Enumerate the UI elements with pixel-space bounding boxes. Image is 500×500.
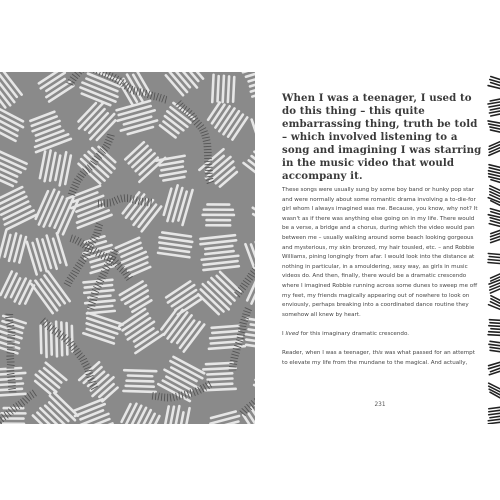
pattern-stroke [96, 223, 102, 226]
pattern-stroke [99, 384, 113, 397]
pattern-stroke [204, 155, 211, 156]
pattern-stroke [50, 153, 55, 181]
pattern-stroke [15, 279, 26, 302]
pattern-stroke [106, 139, 112, 142]
pattern-stroke [93, 234, 99, 237]
pattern-stroke [240, 285, 245, 289]
pattern-stroke [95, 226, 102, 228]
pattern-stroke [41, 326, 42, 353]
pattern-stroke [490, 127, 500, 129]
chapter-heading: When I was a teenager, I used to do this thing – this quite embarrassing thing, truth be told – which involved listening to a song and imagining I was starring in the music video that would accompany it. [282, 92, 482, 182]
pattern-stroke [236, 342, 242, 345]
pattern-stroke [200, 235, 235, 239]
pattern-stroke [104, 144, 110, 148]
pattern-stroke [7, 325, 14, 327]
pattern-stroke [69, 190, 76, 192]
pattern-stroke [245, 278, 251, 282]
pattern-stroke [117, 196, 120, 202]
pattern-stroke [233, 351, 240, 353]
pattern-stroke [488, 422, 500, 423]
pattern-stroke [208, 379, 233, 380]
pattern-stroke [162, 95, 165, 102]
pattern-stroke [488, 419, 500, 420]
pattern-stroke [117, 265, 122, 270]
pattern-stroke [111, 252, 117, 255]
pattern-stroke [489, 105, 500, 107]
pattern-stroke [183, 190, 193, 225]
edge-line-pattern [474, 72, 500, 424]
pattern-stroke [194, 120, 199, 125]
pattern-stroke [46, 79, 64, 91]
pattern-stroke [228, 76, 229, 102]
pattern-stroke [104, 200, 105, 207]
pattern-stroke [212, 326, 239, 328]
pattern-stroke [32, 390, 36, 396]
pattern-stroke [78, 174, 84, 178]
paragraph-text: Reader, when I was a teenager, [282, 350, 373, 357]
pattern-stroke [112, 198, 114, 205]
pattern-stroke [239, 329, 246, 330]
pattern-stroke [490, 221, 500, 224]
pattern-stroke [80, 358, 86, 361]
pattern-stroke [203, 368, 235, 370]
pattern-stroke [233, 349, 240, 350]
pattern-stroke [246, 72, 255, 77]
pattern-stroke [245, 308, 251, 311]
pattern-stroke [490, 99, 500, 101]
pattern-stroke [0, 378, 21, 379]
pattern-stroke [158, 253, 189, 257]
pattern-stroke [88, 306, 112, 308]
pattern-stroke [205, 246, 232, 249]
pattern-stroke [44, 368, 61, 382]
pattern-stroke [490, 416, 500, 417]
pattern-stroke [218, 76, 219, 101]
text-page [255, 72, 500, 424]
pattern-stroke [246, 334, 255, 339]
pattern-stroke [233, 77, 234, 102]
pattern-stroke [79, 260, 85, 264]
pattern-stroke [170, 394, 171, 401]
pattern-stroke [200, 128, 206, 131]
pattern-stroke [173, 394, 175, 401]
pattern-stroke [248, 273, 254, 277]
pattern-stroke [73, 348, 79, 352]
pattern-stroke [231, 357, 238, 358]
pattern-stroke [244, 311, 251, 313]
pattern-stroke [7, 371, 14, 372]
pattern-stroke [65, 156, 71, 184]
pattern-stroke [490, 323, 500, 324]
pattern-stroke [75, 404, 105, 416]
pattern-stroke [223, 76, 224, 102]
pattern-stroke [83, 333, 114, 343]
pattern-stroke [491, 212, 500, 215]
pattern-stroke [200, 240, 236, 244]
pattern-stroke [208, 103, 220, 120]
paragraph [282, 330, 478, 340]
pattern-stroke [75, 351, 81, 355]
pattern-stroke [489, 332, 500, 333]
pattern-stroke [488, 335, 500, 336]
pattern-stroke [128, 376, 152, 377]
pattern-stroke [243, 314, 250, 316]
pattern-stroke [107, 137, 113, 140]
pattern-stroke [245, 406, 249, 411]
pattern-stroke [205, 173, 212, 174]
pattern-stroke [207, 373, 232, 374]
pattern-stroke [176, 101, 181, 106]
pattern-stroke [73, 182, 80, 184]
pattern-stroke [160, 171, 185, 175]
pattern-stroke [154, 93, 155, 100]
pattern-stroke [104, 142, 110, 145]
paragraph: These songs were usually sung by some boy band or hunky pop star and were normally about some romantic drama involving a to-die-for girl whom I always imagined was me. Because, you know, why not? It wasn't as if there was anything else going on in my life. There would be a verse, a bridge and a chorus, during which the video would pan between me – usually walking around some beach looking gorgeous and mysterious, my skin bronzed, my hair tousled, etc. – and Robbie Williams, pining longingly from afar. I would look into the distance at nothing in particular, in a smouldering, sexy way, as girls in music videos do. And then, finally, there would be a dramatic crescendo where I imagined Robbie running across some dunes to sweep me off my feet, my friends magically appearing out of nowhere to look on enviously, perhaps breaking into a coordinated dance routine they somehow all knew by heart. [282, 187, 478, 318]
pattern-stroke [80, 171, 85, 175]
pattern-stroke [0, 384, 23, 385]
pattern-stroke [27, 393, 31, 399]
pattern-stroke [68, 193, 75, 195]
pattern-stroke [179, 392, 180, 399]
pattern-stroke [70, 77, 76, 81]
pattern-stroke [102, 388, 117, 402]
pattern-stroke [87, 318, 120, 329]
pattern-stroke [110, 199, 111, 206]
pattern-stroke [229, 367, 236, 368]
pattern-stroke [87, 323, 118, 333]
body-text [282, 186, 478, 378]
pattern-stroke [73, 399, 102, 411]
pattern-stroke [488, 121, 500, 123]
pattern-stroke [123, 391, 155, 392]
pattern-stroke [242, 409, 247, 414]
pattern-stroke [90, 299, 97, 301]
pattern-stroke [40, 152, 45, 179]
pattern-stroke [1, 272, 12, 295]
pattern-stroke [100, 273, 106, 276]
paragraph-text: for this imaginary dramatic crescendo. [298, 330, 410, 337]
pattern-stroke [18, 401, 22, 407]
pattern-stroke [490, 341, 500, 342]
pattern-stroke [240, 322, 247, 324]
pattern-stroke [56, 322, 57, 357]
pattern-stroke [124, 370, 156, 371]
pattern-stroke [88, 313, 123, 325]
pattern-stroke [116, 238, 139, 248]
pattern-stroke [489, 407, 500, 408]
pattern-stroke [158, 393, 159, 400]
pattern-stroke [21, 399, 25, 405]
pattern-stroke [72, 184, 78, 187]
pattern-stroke [0, 151, 27, 164]
pattern-stroke [71, 273, 77, 277]
pattern-stroke [242, 283, 248, 287]
pattern-stroke [246, 340, 255, 344]
pattern-stroke [120, 266, 125, 271]
pattern-stroke [203, 266, 238, 270]
pattern-stroke [230, 360, 237, 361]
pattern-stroke [490, 347, 500, 348]
pattern-stroke [489, 256, 500, 257]
pattern-stroke [35, 381, 50, 394]
pattern-stroke [196, 122, 201, 127]
pattern-stroke [75, 179, 81, 182]
pattern-stroke [33, 121, 60, 131]
pattern-stroke [160, 125, 176, 137]
pattern-stroke [204, 261, 238, 265]
pattern-stroke [489, 224, 500, 227]
pattern-stroke [23, 398, 28, 403]
pattern-stroke [74, 267, 80, 271]
paragraph-text: I [282, 330, 286, 337]
pattern-stroke [0, 108, 23, 122]
pattern-stroke [156, 93, 158, 100]
pattern-stroke [179, 412, 183, 424]
pattern-stroke [118, 110, 155, 120]
pattern-stroke [73, 236, 76, 242]
pattern-stroke [491, 83, 500, 86]
pattern-stroke [165, 96, 167, 103]
pattern-stroke [491, 329, 500, 330]
pattern-stroke [203, 140, 210, 142]
pattern-stroke [47, 236, 57, 269]
pattern-stroke [489, 124, 500, 126]
pattern-stroke [64, 283, 70, 286]
pattern-stroke [83, 364, 89, 367]
pattern-stroke [30, 392, 34, 398]
pattern-stroke [66, 280, 72, 283]
pattern-stroke [161, 394, 162, 401]
pattern-stroke [160, 248, 189, 252]
pattern-stroke [232, 354, 239, 356]
pattern-stroke [124, 195, 125, 202]
pattern-stroke [88, 305, 95, 306]
pattern-stroke [212, 331, 239, 333]
pattern-stroke [489, 413, 500, 414]
pattern-stroke [160, 237, 193, 242]
pattern-stroke [490, 209, 500, 212]
pattern-stroke [490, 130, 500, 132]
pattern-stroke [489, 168, 500, 171]
pattern-stroke [489, 410, 500, 411]
pattern-stroke [6, 320, 13, 321]
pattern-stroke [489, 111, 500, 113]
pattern-stroke [490, 218, 500, 221]
pattern-stroke [212, 75, 213, 102]
paragraph-text: was what passed for an attempt to elevate my life from the mundane to the magical. And actually, [282, 350, 475, 366]
pattern-stroke [61, 322, 62, 355]
pattern-stroke [107, 134, 114, 136]
pattern-stroke [126, 386, 154, 387]
pattern-stroke [94, 232, 101, 234]
page-number: 231 [374, 402, 386, 408]
pattern-stroke [151, 199, 152, 206]
pattern-stroke [8, 377, 15, 378]
pattern-stroke [212, 105, 224, 124]
pattern-stroke [121, 269, 126, 274]
pattern-stroke [489, 165, 500, 168]
pattern-stroke [183, 408, 189, 424]
pattern-stroke [490, 350, 500, 351]
paragraph [282, 349, 478, 368]
pattern-stroke [489, 326, 500, 327]
pattern-stroke [159, 243, 191, 247]
pattern-stroke [7, 365, 14, 366]
emphasis-text: lived [285, 330, 299, 337]
pattern-stroke [205, 164, 212, 165]
pattern-stroke [69, 275, 75, 279]
pattern-stroke [167, 185, 177, 221]
pattern-stroke [200, 385, 203, 391]
pattern-stroke [27, 242, 37, 275]
pattern-stroke [55, 156, 60, 180]
pattern-stroke [36, 131, 63, 141]
pattern-stroke [121, 195, 123, 202]
pattern-stroke [488, 262, 500, 263]
pattern-stroke [488, 259, 500, 260]
pattern-stroke [71, 187, 77, 190]
emphasis-text: this [372, 350, 383, 357]
pattern-stroke [220, 172, 237, 187]
pattern-stroke [155, 393, 156, 400]
pattern-stroke [19, 281, 30, 304]
pattern-stroke [491, 77, 500, 80]
pattern-stroke [74, 72, 79, 76]
pattern-stroke [163, 406, 169, 424]
pattern-stroke [159, 94, 161, 101]
pattern-stroke [95, 230, 102, 231]
pattern-stroke [152, 392, 153, 399]
pattern-stroke [5, 274, 16, 298]
pattern-stroke [70, 235, 72, 242]
pattern-stroke [162, 232, 191, 236]
pattern-stroke [67, 277, 73, 281]
pattern-stroke [161, 167, 182, 171]
pattern-stroke [201, 131, 208, 133]
pattern-stroke [77, 262, 83, 266]
pattern-stroke [491, 114, 500, 116]
pattern-stroke [79, 356, 85, 360]
pattern-stroke [205, 389, 235, 390]
pattern-stroke [77, 353, 82, 358]
pattern-stroke [7, 359, 14, 360]
pattern-stroke [82, 361, 88, 364]
pattern-stroke [72, 326, 73, 351]
pattern-stroke [198, 125, 204, 129]
pattern-stroke [122, 252, 146, 262]
pattern-stroke [208, 384, 232, 385]
pattern-stroke [127, 381, 154, 382]
pattern-stroke [246, 345, 255, 349]
pattern-stroke [489, 174, 500, 177]
pattern-stroke [163, 177, 184, 181]
pattern-stroke [0, 394, 25, 396]
pattern-stroke [156, 156, 185, 161]
pattern-stroke [77, 176, 83, 180]
pattern-stroke [488, 102, 500, 104]
pattern-stroke [244, 163, 255, 181]
pattern-stroke [193, 389, 196, 395]
pattern-stroke [72, 270, 78, 273]
pattern-stroke [205, 251, 233, 254]
pattern-stroke [247, 276, 252, 280]
pattern-stroke [5, 235, 11, 257]
pattern-stroke [489, 344, 500, 345]
pattern-stroke [489, 383, 500, 389]
pattern-stroke [46, 321, 47, 357]
pattern-stroke [491, 180, 500, 183]
pattern-stroke [78, 239, 81, 245]
pattern-stroke [206, 363, 233, 364]
pattern-stroke [489, 320, 500, 321]
pattern-stroke [202, 134, 209, 136]
pattern-stroke [490, 108, 500, 110]
pattern-stroke [489, 177, 500, 180]
pattern-stroke [72, 74, 78, 78]
pattern-stroke [243, 281, 249, 285]
pattern-stroke [489, 171, 500, 174]
pattern-stroke [488, 253, 500, 254]
pattern-stroke [25, 396, 30, 401]
pattern-stroke [145, 198, 146, 205]
pattern-stroke [114, 197, 117, 203]
pattern-stroke [202, 256, 239, 260]
abstract-line-pattern [0, 72, 255, 424]
pattern-stroke [123, 272, 129, 276]
decorative-pattern-page [0, 72, 255, 424]
pattern-stroke [134, 328, 153, 341]
pattern-stroke [80, 240, 84, 246]
pattern-stroke [203, 137, 210, 138]
pattern-stroke [75, 265, 81, 269]
pattern-stroke [101, 271, 107, 274]
pattern-stroke [247, 319, 255, 324]
pattern-stroke [160, 161, 183, 165]
pattern-stroke [99, 276, 105, 279]
pattern-stroke [488, 86, 500, 89]
pattern-stroke [121, 120, 157, 130]
pattern-stroke [75, 237, 79, 243]
